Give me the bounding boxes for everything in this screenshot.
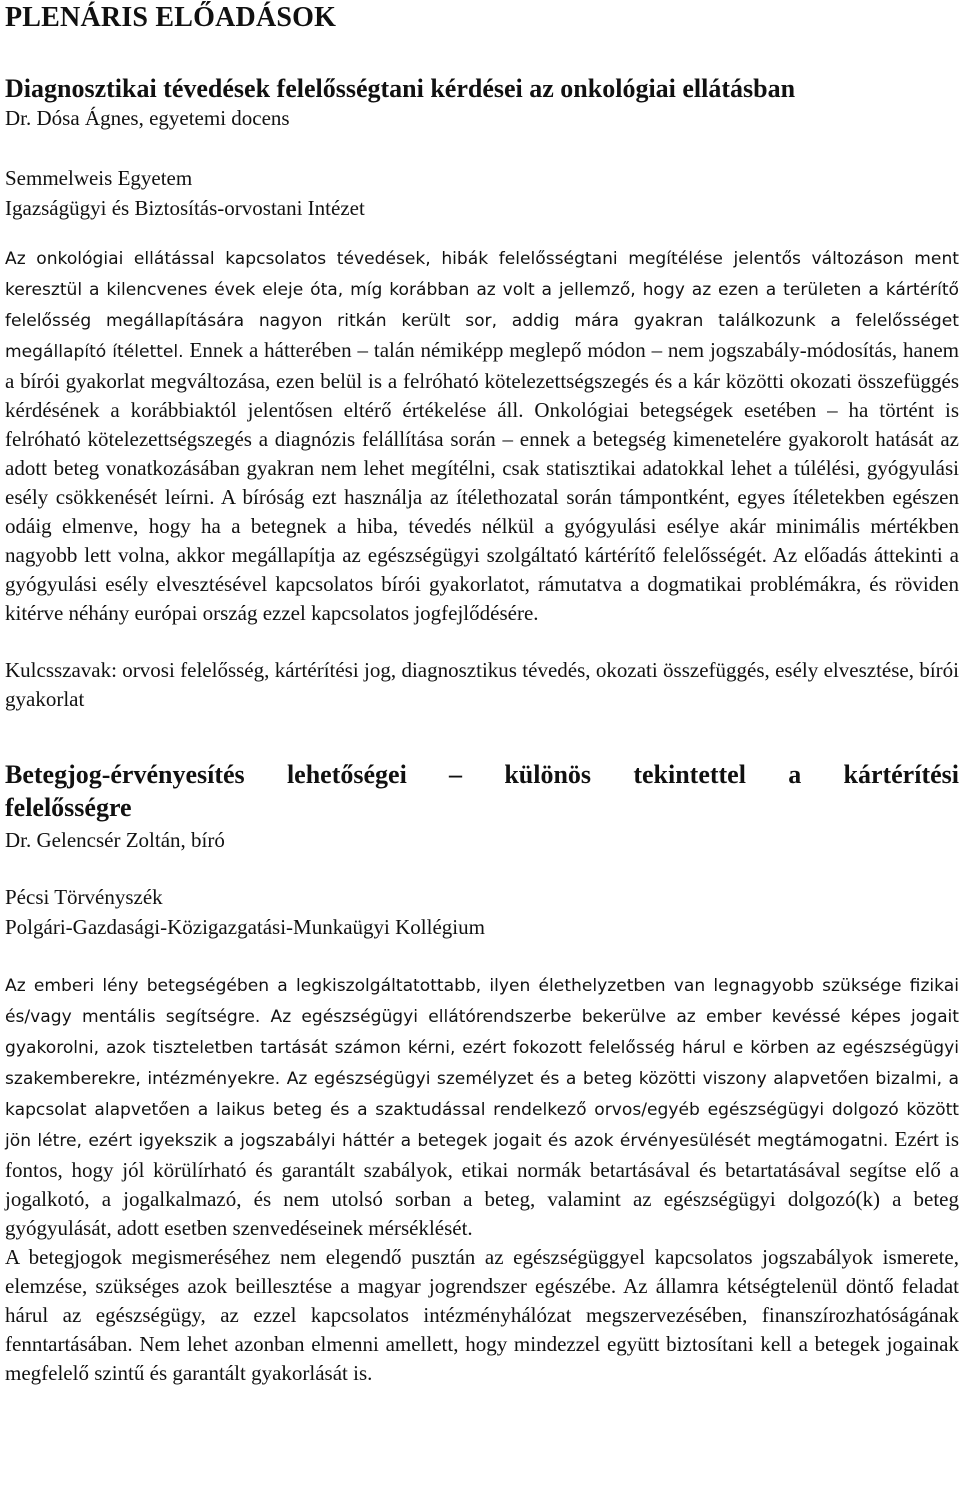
- talk2-affiliation: [5, 882, 959, 942]
- talk2-affiliation-line1: Pécsi Törvényszék: [5, 885, 163, 909]
- talk2-abstract-part3: A betegjogok megismeréséhez nem elegendő pusztán az egészségüggyel kapcsolatos jogszabályok ismerete, elemzése, szükséges azok beillesztése a magyar jogrendszer egészébe. Az államra kétségtelenül döntő feladat hárul az egészségügy, az ezzel kapcsolatos intézményhálózat megszervezésében, finanszírozhatóságának fenntartásában. Nem lehet azonban elmenni amellett, hogy mindezzel együtt biztosítani kell a betegek jogainak megfelelő szintű és garantált gyakorlását is.: [5, 1245, 959, 1385]
- talk1-abstract-part2: Ennek a hátterében – talán némiképp meglepő módon – nem jogszabály-módosítás, hanem a bírói gyakorlat megváltozása, ezen belül is a felróható kötelezettségszegés és a kár közötti okozati összefüggés kérdésének a korábbiaktól jelentősen eltérő értékelése áll. Onkológiai betegségek esetében – ha történt is felróható kötelezettségszegés a diagnózis felállítása során – ennek a betegség kimenetelére gyakorolt hatását az adott beteg vonatkozásában gyakran nem lehet megítélni, csak statisztikai adatokkal lehet a túlélési, gyógyulási esély csökkenését leírni. A bíróság ezt használja az ítélethozatal során támpontként, egyes ítéletekben egészen odáig elmenve, hogy ha a betegnek a hiba, tévedés nélkül a gyógyulási esélye akár minimális mértékben nagyobb lett volna, akkor megállapítja az egészségügyi szolgáltató kártérítő felelősségét. Az előadás áttekinti a gyógyulási esély elvesztésével kapcsolatos bírói gyakorlatot, rámutatva a dogmatikai problémákra, és röviden kitérve néhány európai ország ezzel kapcsolatos jogfejlődésére.: [5, 338, 960, 625]
- talk2-affiliation-line2: Polgári-Gazdasági-Közigazgatási-Munkaügyi Kollégium: [5, 915, 485, 939]
- talk2-title: [5, 758, 959, 824]
- document-page: [0, 2, 959, 1388]
- section-heading: PLENÁRIS ELŐADÁSOK: [5, 2, 337, 33]
- talk2-author: Dr. Gelencsér Zoltán, bíró: [5, 828, 225, 852]
- talk2-abstract-paragraph1: [5, 970, 959, 1243]
- talk2-abstract-part2: Ezért is fontos, hogy jól körülírható és garantált szabályok, etikai normák betartásával és betartatásával segítse elő a jogalkotó, a jogalkalmazó, és nem utolsó sorban a beteg, valamint az egészségügyi dolgozó(k) a beteg gyógyulását, adott esetben szenvedéseinek mérséklését.: [5, 1127, 960, 1240]
- talk2-title-line1: Betegjog-érvényesítés lehetőségei – különös tekintettel a kártérítési: [5, 760, 959, 789]
- talk2-abstract: [5, 970, 959, 1388]
- talk1-author: Dr. Dósa Ágnes, egyetemi docens: [5, 106, 290, 130]
- talk1-abstract-part1: Az onkológiai ellátással kapcsolatos tévedések, hibák felelősségtani megítélése jelentős változáson ment keresztül a kilencvenes évek eleje óta, míg korábban az volt a jellemző, hogy az ezen a területen a kártérítő felelősség megállapítására nagyon ritkán került sor, addig mára gyakran találkozunk a felelősséget megállapító ítélettel.: [5, 249, 959, 362]
- talk1-affiliation-line2: Igazságügyi és Biztosítás-orvostani Intézet: [5, 196, 365, 220]
- talk1-abstract: [5, 243, 959, 628]
- talk2-abstract-part1: Az emberi lény betegségében a legkiszolgáltatottabb, ilyen élethelyzetben van legnagyobb szüksége fizikai és/vagy mentális segítségre. Az egészségügyi ellátórendszerbe bekerülve az ember kevéssé képes jogait gyakorolni, azok tiszteletben tartását számon kérni, ezért fokozott felelősség hárul e körben az egészségügyi szakemberekre, intézményekre. Az egészségügyi személyzet és a beteg közötti viszony alapvetően bizalmi, a kapcsolat alapvetően a laikus beteg és a szaktudással rendelkező orvos/egyéb egészségügyi dolgozó között jön létre, ezért igyekszik a jogszabályi háttér a betegek jogait és azok érvényesülését megtámogatni.: [5, 976, 959, 1151]
- talk1-title: Diagnosztikai tévedések felelősségtani kérdései az onkológiai ellátásban: [5, 74, 796, 103]
- talk1-affiliation-line1: Semmelweis Egyetem: [5, 166, 193, 190]
- talk1-affiliation: [5, 163, 959, 223]
- talk2-title-line2: felelősségre: [5, 793, 132, 822]
- talk1-keywords: Kulcsszavak: orvosi felelősség, kártérítési jog, diagnosztikus tévedés, okozati összefüggés, esély elvesztése, bírói gyakorlat: [5, 658, 959, 711]
